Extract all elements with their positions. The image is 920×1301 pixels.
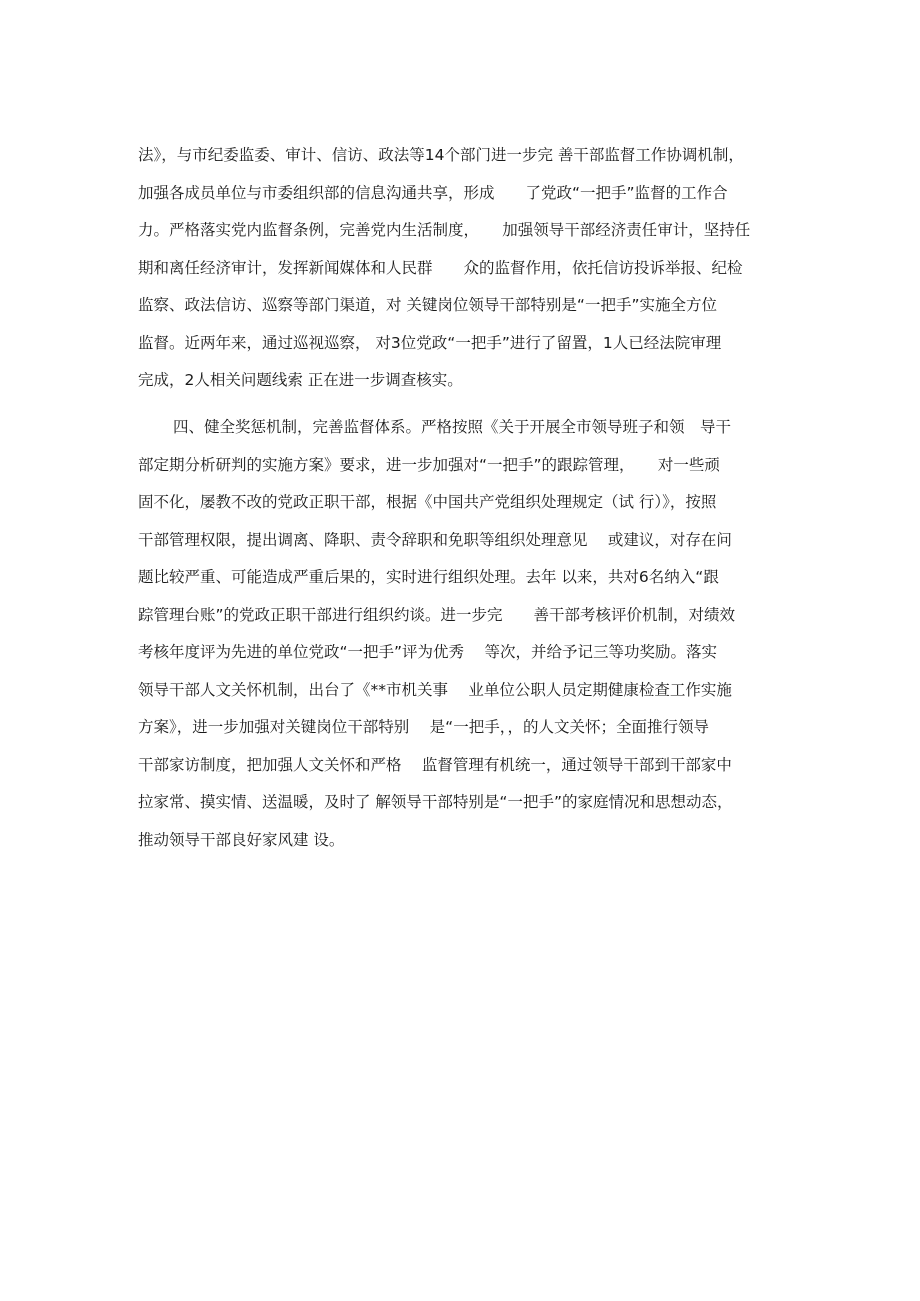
paragraph-1-line: 法》，与市纪委监委、审计、信访、政法等14个部门进一步完 善干部监督工作协调机制， bbox=[138, 146, 744, 164]
paragraph-2-line: 踪管理台账”的党政正职干部进行组织约谈。进一步完 善干部考核评价机制，对绩效 bbox=[138, 605, 736, 624]
paragraph-1-line: 期和离任经济审计，发挥新闻媒体和人民群 众的监督作用，依托信访投诉举报、纪检 bbox=[138, 258, 743, 277]
paragraph-2-line: 四、健全奖惩机制，完善监督体系。严格按照《关于开展全市领导班子和领 导干 bbox=[173, 418, 732, 436]
paragraph-2-line: 部定期分析研判的实施方案》要求，进一步加强对“一把手”的跟踪管理， 对一些顽 bbox=[138, 455, 720, 474]
paragraph-1-line: 完成，2人相关问题线索 正在进一步调查核实。 bbox=[138, 371, 463, 389]
paragraph-1-line: 监察、政法信访、巡察等部门渠道，对 关键岗位领导干部特别是“一把手”实施全方位 bbox=[138, 296, 717, 314]
paragraph-2-line: 考核年度评为先进的单位党政“一把手”评为优秀 等次，并给予记三等功奖励。落实 bbox=[138, 643, 717, 661]
paragraph-2-line: 干部管理权限，提出调离、降职、责令辞职和免职等组织处理意见 或建议，对存在问 bbox=[138, 530, 732, 549]
paragraph-2-line: 拉家常、摸实情、送温暖，及时了 解领导干部特别是“一把手”的家庭情况和思想动态， bbox=[138, 793, 733, 811]
paragraph-1 bbox=[138, 137, 788, 400]
paragraph-2 bbox=[138, 409, 788, 859]
paragraph-2-line: 干部家访制度，把加强人文关怀和严格 监督管理有机统一，通过领导干部到干部家中 bbox=[138, 755, 732, 774]
paragraph-2-line: 题比较严重、可能造成严重后果的，实时进行组织处理。去年 以来，共对6名纳入“跟 bbox=[138, 568, 719, 586]
paragraph-1-line: 力。严格落实党内监督条例，完善党内生活制度， 加强领导干部经济责任审计，坚持任 bbox=[138, 221, 751, 239]
paragraph-2-line: 领导干部人文关怀机制，出台了《**市机关事 业单位公职人员定期健康检查工作实施 bbox=[138, 680, 732, 699]
paragraph-1-line: 加强各成员单位与市委组织部的信息沟通共享，形成 了党政“一把手”监督的工作合 bbox=[138, 183, 728, 202]
paragraph-1-line: 监督。近两年来，通过巡视巡察， 对3位党政“一把手”进行了留置，1人已经法院审理 bbox=[138, 333, 722, 352]
paragraph-2-line: 方案》，进一步加强对关键岗位干部特别 是“一把手，，的人文关怀；全面推行领导 bbox=[138, 718, 709, 736]
paragraph-2-line: 固不化，屡教不改的党政正职干部，根据《中国共产党组织处理规定（试 行）》，按照 bbox=[138, 493, 717, 511]
paragraph-2-line: 推动领导干部良好家风建 设。 bbox=[138, 830, 345, 849]
